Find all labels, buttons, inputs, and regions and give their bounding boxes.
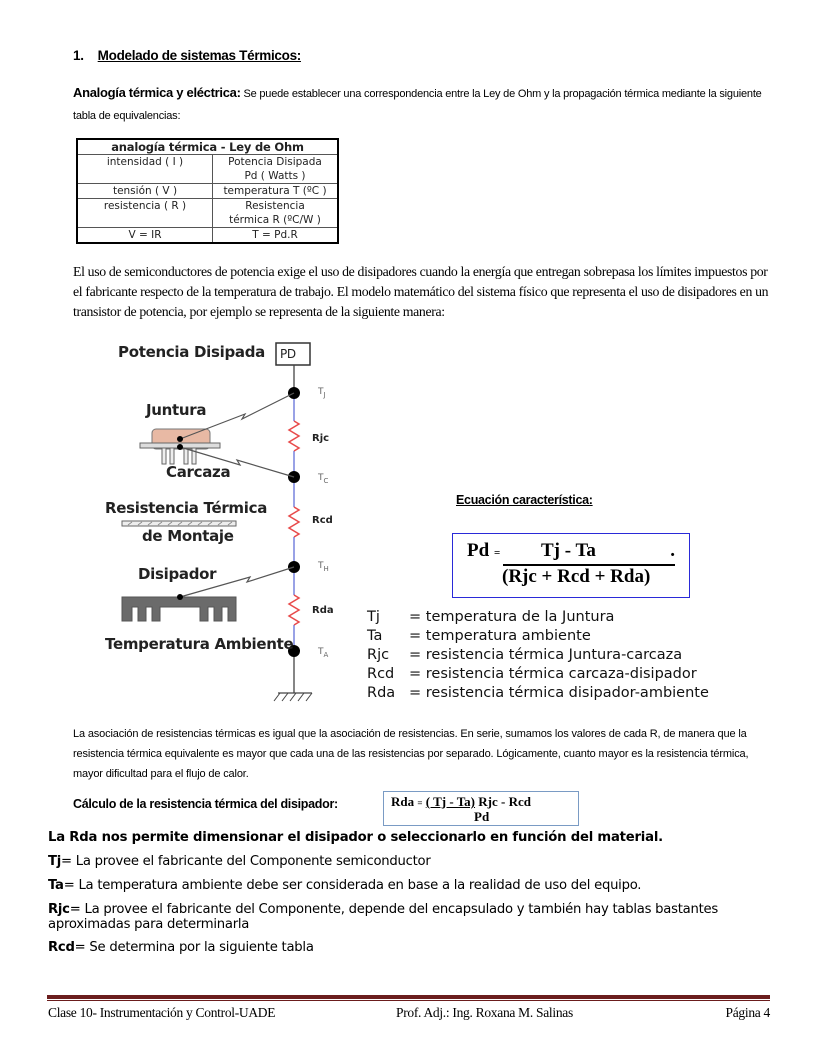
- section-title: Modelado de sistemas Térmicos:: [97, 48, 301, 63]
- legend-desc: = resistencia térmica disipador-ambiente: [409, 685, 709, 701]
- def-term: Rcd: [48, 940, 75, 955]
- legend-desc: = temperatura ambiente: [409, 628, 591, 644]
- legend-symbol: Tj: [367, 609, 380, 625]
- node-label-th: [318, 561, 329, 573]
- legend-symbol: Rda: [367, 685, 396, 701]
- def-text: = Se determina por la siguiente tabla: [74, 940, 314, 955]
- resistor-label-rda: Rda: [312, 605, 334, 616]
- def-text: = La temperatura ambiente debe ser considerada en base a la realidad de uso del equipo.: [63, 878, 642, 893]
- calc-denominator: Pd: [474, 809, 490, 824]
- legend-item: [367, 665, 709, 684]
- legend-symbol: Rcd: [367, 666, 395, 682]
- legend-item: [367, 627, 709, 646]
- legend-item: [367, 646, 709, 665]
- label-temperatura-ambiente: Temperatura Ambiente: [105, 635, 294, 653]
- node-letter: T: [318, 647, 324, 657]
- legend-desc: = temperatura de la Juntura: [409, 609, 615, 625]
- intro-lead: Analogía térmica y eléctrica:: [73, 85, 241, 100]
- mounting-pad: [122, 521, 236, 526]
- eq-denominator: (Rjc + Rcd + Rda): [502, 566, 651, 587]
- def-text: = La provee el fabricante del Componente, depende del encapsulado y también hay tablas bastantes: [69, 902, 718, 917]
- contact-dot: [177, 444, 183, 450]
- cell-line: térmica R (ºC/W ): [229, 214, 321, 226]
- calc-rest: Rjc - Rcd: [475, 794, 531, 809]
- section-heading: [73, 48, 301, 63]
- calc-formula-box: [383, 791, 579, 826]
- table-row: [77, 184, 338, 199]
- table-cell-thermal: temperatura T (ºC ): [213, 184, 339, 199]
- contact-dot: [177, 436, 183, 442]
- cell-line: Resistencia: [245, 200, 305, 212]
- intro-paragraph: [73, 82, 763, 127]
- legend-item: [367, 608, 709, 627]
- eq-numerator-text: Tj - Ta: [541, 540, 596, 561]
- table-cell-thermal: [213, 155, 339, 184]
- label-potencia-disipada: Potencia Disipada: [118, 343, 265, 361]
- node-sub: H: [323, 564, 329, 573]
- calc-label: Cálculo de la resistencia térmica del disipador:: [73, 797, 338, 811]
- table-row: [77, 155, 338, 184]
- definition-tj: [48, 854, 431, 869]
- ground-hatch: [274, 693, 312, 701]
- table-cell-thermal: T = Pd.R: [213, 228, 339, 244]
- paragraph-asociacion: La asociación de resistencias térmicas es igual que la asociación de resistencias. En serie, sumamos los valores de cada R, de manera que la resistencia térmica equivalente es mayor que cada una de las resistencias por separado. Lógicamente, cuanto mayor es la resistencia térmica, mayor dificultad para el flujo de calor.: [73, 728, 749, 780]
- table-cell-electric: tensión ( V ): [77, 184, 213, 199]
- eq-lhs: [467, 540, 500, 562]
- definition-ta: [48, 878, 641, 893]
- equation-box: [452, 533, 690, 598]
- legend-symbol: Ta: [367, 628, 383, 644]
- label-de-montaje: de Montaje: [142, 527, 234, 545]
- resistor-label-rcd: Rcd: [312, 515, 333, 526]
- table-header-row: [77, 139, 338, 155]
- node-sub: J: [323, 390, 326, 399]
- thermal-model-diagram: [100, 335, 360, 710]
- table-cell-electric: resistencia ( R ): [77, 199, 213, 228]
- label-carcaza: Carcaza: [166, 463, 231, 481]
- footer-author: Prof. Adj.: Ing. Roxana M. Salinas: [396, 1005, 573, 1020]
- definition-rjc: [48, 902, 718, 917]
- footer-rule: [47, 995, 770, 999]
- calc-line1: [391, 794, 531, 810]
- footer-course: Clase 10- Instrumentación y Control-UADE: [48, 1005, 276, 1020]
- eq-lhs-text: Pd: [467, 540, 490, 561]
- node-label-tc: [318, 473, 328, 485]
- definition-rjc-cont: aproximadas para determinarla: [48, 917, 250, 932]
- def-text: = La provee el fabricante del Componente semiconductor: [61, 854, 431, 869]
- table-header: analogía térmica - Ley de Ohm: [77, 139, 338, 155]
- def-term: Rjc: [48, 902, 70, 917]
- intro-text: Se puede establecer una correspondencia entre la Ley de Ohm y la propagación térmica mediante la siguiente tabla de equivalencias:: [73, 88, 762, 122]
- legend-desc: = resistencia térmica Juntura-carcaza: [409, 647, 683, 663]
- calc-lhs: Rda: [391, 794, 415, 809]
- analogy-table: [76, 138, 339, 244]
- section-number: 1.: [73, 48, 84, 63]
- rda-note: La Rda nos permite dimensionar el disipador o seleccionarlo en función del material.: [48, 830, 663, 845]
- cell-line: Potencia Disipada: [228, 156, 322, 168]
- table-cell-thermal: [213, 199, 339, 228]
- legend-symbol: Rjc: [367, 647, 390, 663]
- symbol-legend: [367, 608, 709, 703]
- definition-rcd: [48, 940, 314, 955]
- table-row: [77, 228, 338, 244]
- eq-sign: =: [493, 547, 501, 559]
- table-cell-electric: intensidad ( I ): [77, 155, 213, 184]
- label-disipador: Disipador: [138, 565, 217, 583]
- node-label-tj: [318, 387, 326, 399]
- node-sub: C: [323, 476, 329, 485]
- cell-line: Pd ( Watts ): [244, 170, 306, 182]
- heatsink: [122, 597, 236, 621]
- label-juntura: Juntura: [146, 401, 207, 419]
- node-letter: T: [318, 473, 324, 483]
- calc-eq: =: [417, 798, 423, 808]
- def-term: Ta: [48, 878, 64, 893]
- eq-dot: .: [670, 540, 675, 561]
- legend-item: [367, 684, 709, 703]
- table-row: [77, 199, 338, 228]
- legend-desc: = resistencia térmica carcaza-disipador: [409, 666, 697, 682]
- eq-numerator: [503, 540, 675, 566]
- node-letter: T: [318, 561, 324, 571]
- node-label-ta: [318, 647, 328, 659]
- label-resistencia-termica: Resistencia Térmica: [105, 499, 268, 517]
- def-term: Tj: [48, 854, 62, 869]
- equation-title: Ecuación característica:: [456, 493, 593, 507]
- table-cell-electric: V = IR: [77, 228, 213, 244]
- footer-page: Página 4: [725, 1005, 770, 1020]
- calc-numerator: ( Tj - Ta): [425, 794, 476, 809]
- resistor-label-rjc: Rjc: [312, 433, 330, 444]
- footer-rule-thin: [47, 1000, 770, 1001]
- node-letter: T: [318, 387, 324, 397]
- pd-box-label: PD: [280, 347, 296, 361]
- paragraph-disipadores: El uso de semiconductores de potencia exige el uso de disipadores cuando la energía que entregan sobrepasa los límites impuestos por el fabricante respecto de la temperatura de trabajo. El modelo matemático del sistema físico que representa el uso de disipadores en un transistor de potencia, por ejemplo se representa de la siguiente manera:: [73, 264, 769, 319]
- contact-dot: [177, 594, 183, 600]
- node-sub: A: [323, 650, 329, 659]
